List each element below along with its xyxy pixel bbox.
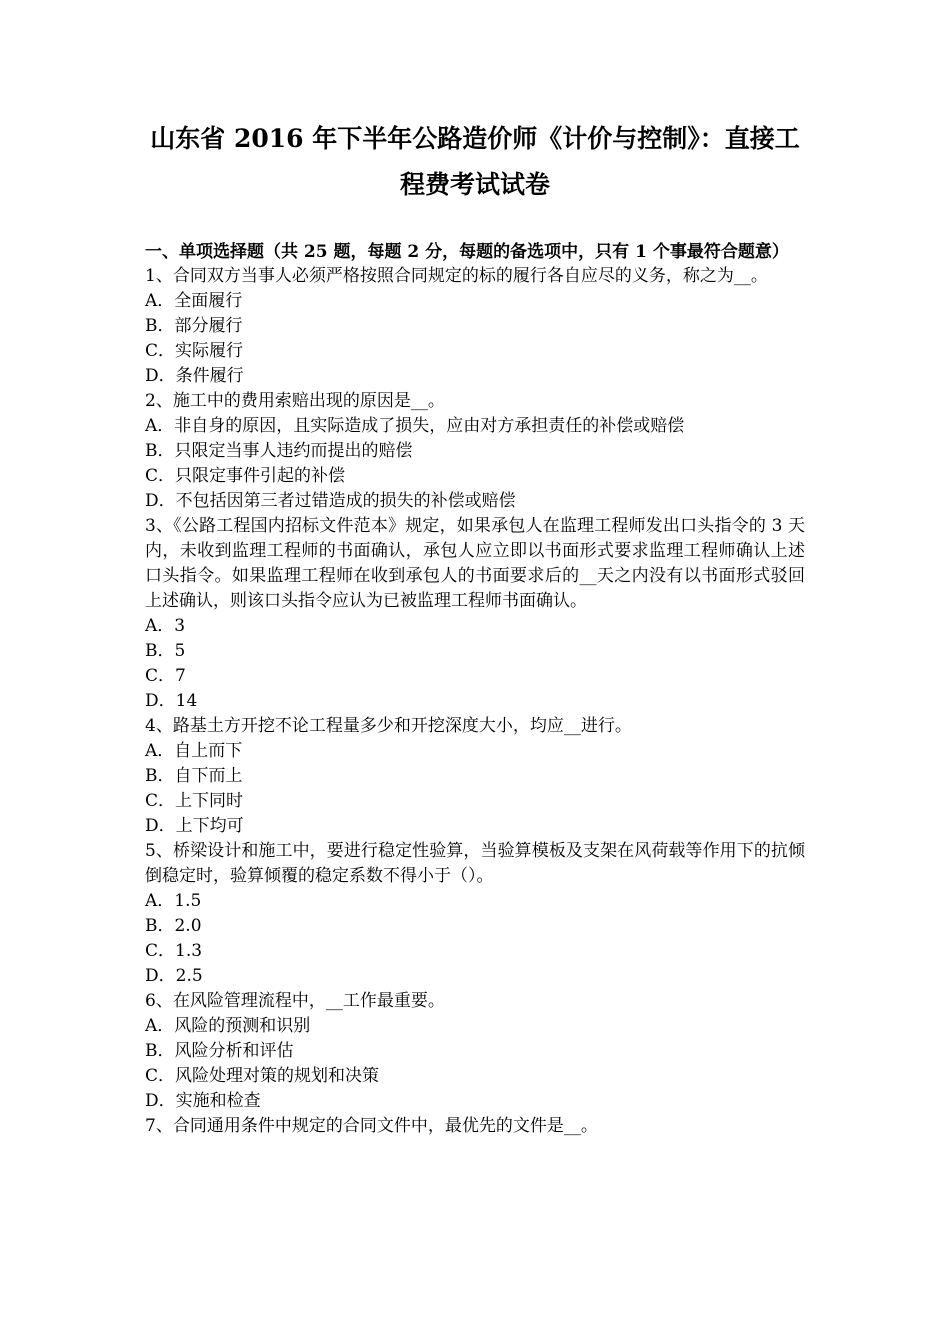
option-b: B．部分履行 [145, 316, 243, 336]
question-6 [145, 989, 805, 1114]
question-5 [145, 839, 805, 989]
option-a: A．自上而下 [145, 741, 243, 761]
question-stem: 7、合同通用条件中规定的合同文件中，最优先的文件是__。 [145, 1116, 598, 1136]
title-line-1: 山东省 2016 年下半年公路造价师《计价与控制》：直接工 [150, 124, 800, 153]
option-c: C．上下同时 [145, 791, 244, 811]
option-a: A．1.5 [145, 891, 202, 911]
option-c: C．实际履行 [145, 341, 244, 361]
option-b: B．风险分析和评估 [145, 1041, 294, 1061]
option-d: D．实施和检查 [145, 1091, 261, 1111]
question-stem: 5、桥梁设计和施工中，要进行稳定性验算，当验算模板及支架在风荷载等作用下的抗倾倒稳定时，验算倾覆的稳定系数不得小于（）。 [145, 841, 805, 886]
option-c: C．7 [145, 666, 186, 686]
option-a: A．风险的预测和识别 [145, 1016, 311, 1036]
question-1 [145, 264, 805, 389]
option-c: C．风险处理对策的规划和决策 [145, 1066, 380, 1086]
question-stem: 3、《公路工程国内招标文件范本》规定，如果承包人在监理工程师发出口头指令的 3 天内，未收到监理工程师的书面确认，承包人应立即以书面形式要求监理工程师确认上述口头指令。如果监理工程师在收到承包人的书面要求后的__天之内没有以书面形式驳回上述确认，则该口头指令应认为已被监理工程师书面确认。 [145, 516, 805, 611]
document-page [145, 116, 805, 1139]
title-line-2: 程费考试试卷 [399, 170, 550, 199]
question-2 [145, 389, 805, 514]
option-d: D．2.5 [145, 966, 203, 986]
question-4 [145, 714, 805, 839]
option-d: D．条件履行 [145, 366, 244, 386]
option-a: A．非自身的原因，且实际造成了损失，应由对方承担责任的补偿或赔偿 [145, 416, 685, 436]
option-a: A．3 [145, 616, 186, 636]
question-7 [145, 1114, 805, 1139]
option-b: B．5 [145, 641, 186, 661]
question-stem: 1、合同双方当事人必须严格按照合同规定的标的履行各自应尽的义务，称之为__。 [145, 266, 768, 286]
option-b: B．自下而上 [145, 766, 243, 786]
option-d: D．14 [145, 691, 198, 711]
section-heading: 一、单项选择题（共 25 题，每题 2 分，每题的备选项中，只有 1 个事最符合题意） [145, 242, 789, 262]
option-c: C．只限定事件引起的补偿 [145, 466, 346, 486]
question-stem: 4、路基土方开挖不论工程量多少和开挖深度大小，均应__进行。 [145, 716, 632, 736]
question-stem: 6、在风险管理流程中，__工作最重要。 [145, 991, 445, 1011]
option-d: D．上下均可 [145, 816, 244, 836]
option-a: A．全面履行 [145, 291, 243, 311]
option-c: C．1.3 [145, 941, 203, 961]
option-d: D．不包括因第三者过错造成的损失的补偿或赔偿 [145, 491, 516, 511]
question-stem: 2、施工中的费用索赔出现的原因是__。 [145, 391, 445, 411]
question-list [145, 264, 805, 1139]
document-title [145, 116, 805, 208]
question-3 [145, 514, 805, 714]
option-b: B．只限定当事人违约而提出的赔偿 [145, 441, 413, 461]
option-b: B．2.0 [145, 916, 202, 936]
